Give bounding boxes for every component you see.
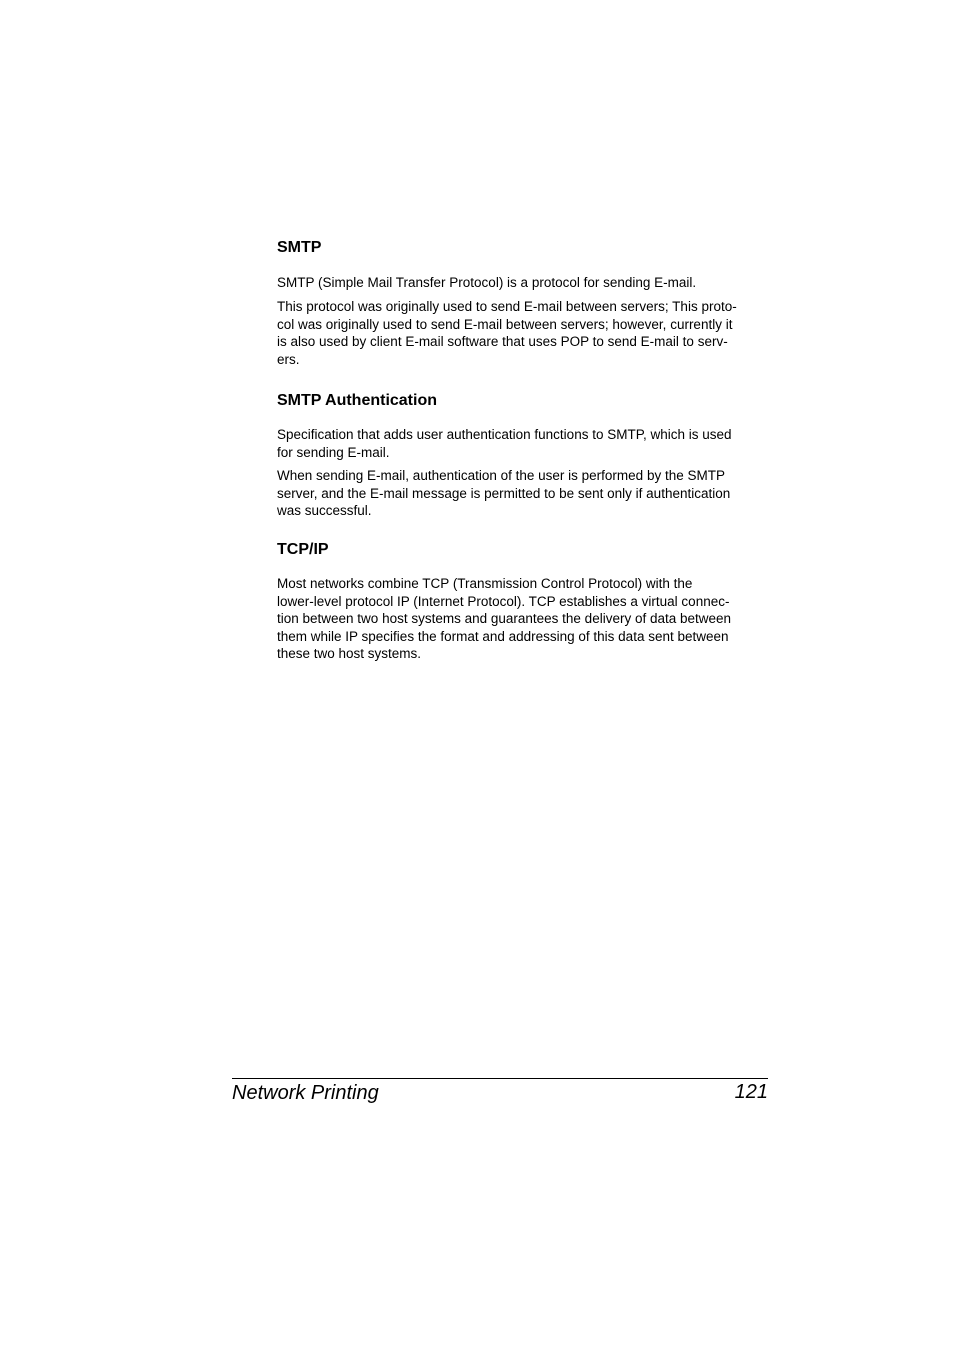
text-line: these two host systems. xyxy=(277,646,422,662)
text-line: tion between two host systems and guarantees the delivery of data between xyxy=(277,611,732,627)
text-line: them while IP specifies the format and addressing of this data sent between xyxy=(277,628,729,644)
paragraph-smtp-auth-process xyxy=(277,467,777,520)
text-line: Most networks combine TCP (Transmission Control Protocol) with the xyxy=(277,576,693,591)
paragraph-smtp-usage xyxy=(277,298,777,368)
text-line: is also used by client E-mail software that uses POP to send E-mail to serv- xyxy=(277,334,728,350)
text-line: SMTP (Simple Mail Transfer Protocol) is a protocol for sending E-mail. xyxy=(277,275,697,290)
footer-divider xyxy=(232,1078,768,1079)
footer-chapter-title: Network Printing xyxy=(232,1082,379,1104)
paragraph-tcp-ip-definition xyxy=(277,575,777,663)
section-heading-smtp: SMTP xyxy=(277,239,322,256)
text-line: ers. xyxy=(277,351,300,367)
text-line: server, and the E-mail message is permitted to be sent only if authentication xyxy=(277,485,731,501)
section-heading-tcp-ip: TCP/IP xyxy=(277,541,329,558)
text-line: Specification that adds user authentication functions to SMTP, which is used xyxy=(277,427,732,442)
paragraph-smtp-definition xyxy=(277,274,777,292)
text-line: lower-level protocol IP (Internet Protocol). TCP establishes a virtual connec- xyxy=(277,593,730,609)
footer-page-number: 121 xyxy=(734,1081,768,1103)
text-line: for sending E-mail. xyxy=(277,444,390,460)
text-line: was successful. xyxy=(277,503,372,519)
text-line: This protocol was originally used to send E-mail between servers; This proto- xyxy=(277,299,737,314)
section-heading-smtp-authentication: SMTP Authentication xyxy=(277,392,437,409)
text-line: col was originally used to send E-mail between servers; however, currently it xyxy=(277,316,733,332)
paragraph-smtp-auth-definition xyxy=(277,426,777,461)
text-line: When sending E-mail, authentication of the user is performed by the SMTP xyxy=(277,468,725,483)
